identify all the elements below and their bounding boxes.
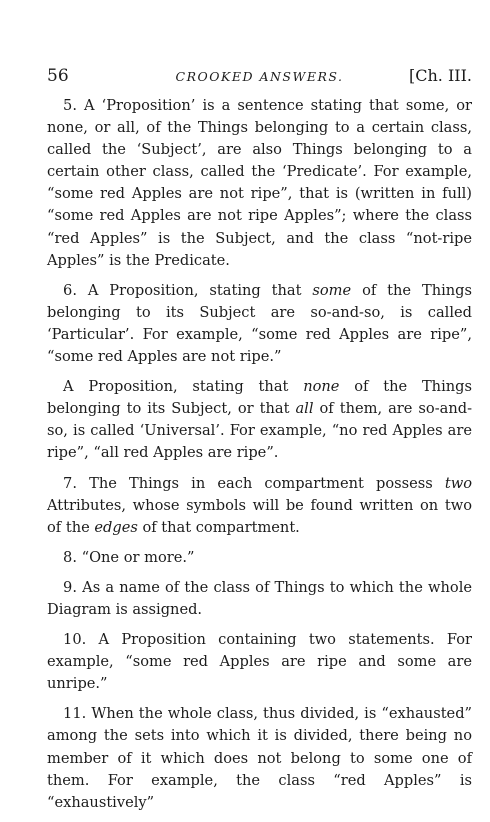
italic-text: all: [295, 400, 314, 418]
running-head: [47, 64, 472, 88]
page-number: 56: [47, 66, 69, 86]
book-page: [47, 64, 472, 822]
text-run: of that compartment.: [137, 518, 300, 536]
paragraph-6: [47, 577, 472, 621]
chapter-reference: [Ch. III.: [408, 66, 472, 85]
paragraph-2: [47, 280, 472, 368]
paragraph-4: [47, 473, 472, 539]
paragraph-5: [47, 547, 472, 569]
paragraph-1: [47, 95, 472, 272]
text-run: of them, are so-and-so, is called ‘Universal’. For example, “no red Apples are ripe”, “all red Apples are ripe”.: [47, 400, 472, 462]
text-run: 8. “One or more.”: [63, 548, 195, 566]
text-run: of the Things belonging to its Subject, or that: [47, 378, 472, 418]
italic-text: some: [312, 281, 352, 299]
text-run: of the Things belonging to its Subject are so-and-so, is called ‘Particular’. For example, “some red Apples are ripe”, “some red Apples are not ripe.”: [47, 281, 472, 366]
text-run: 9. As a name of the class of Things to which the whole Diagram is assigned.: [47, 578, 472, 618]
text-run: 6. A Proposition, stating that: [63, 281, 313, 299]
italic-text: edges: [94, 518, 138, 536]
italic-text: none: [303, 378, 340, 396]
text-run: 5. A ‘Proposition’ is a sentence stating that some, or none, or all, of the Things belonging to a certain class, called the ‘Subject’, are also Things belonging to a certain other class, called the ‘Predicate’. For example, “some red Apples are not ripe”, that is (written in full) “some red Apples are not ripe Apples”; where the class “red Apples” is the Subject, and the class “not-ripe Apples” is the Predicate.: [47, 97, 472, 269]
text-run: A Proposition, stating that: [63, 378, 304, 396]
running-title: CROOKED ANSWERS.: [175, 69, 344, 84]
paragraph-7: [47, 629, 472, 695]
italic-text: two: [444, 474, 472, 492]
text-run: 11. When the whole class, thus divided, is “exhausted” among the sets into which it is divided, there being no member of it which does not belong to some one of them. For example, the class “red Apples” is “exhaustively”: [47, 705, 472, 811]
paragraph-3: [47, 376, 472, 464]
text-run: 10. A Proposition containing two statements. For example, “some red Apples are ripe and some are unripe.”: [47, 631, 472, 693]
paragraph-8: [47, 703, 472, 813]
text-run: 7. The Things in each compartment possess: [63, 474, 445, 492]
text-run: Attributes, whose symbols will be found written on two of the: [47, 496, 472, 536]
page-body: [47, 95, 472, 814]
